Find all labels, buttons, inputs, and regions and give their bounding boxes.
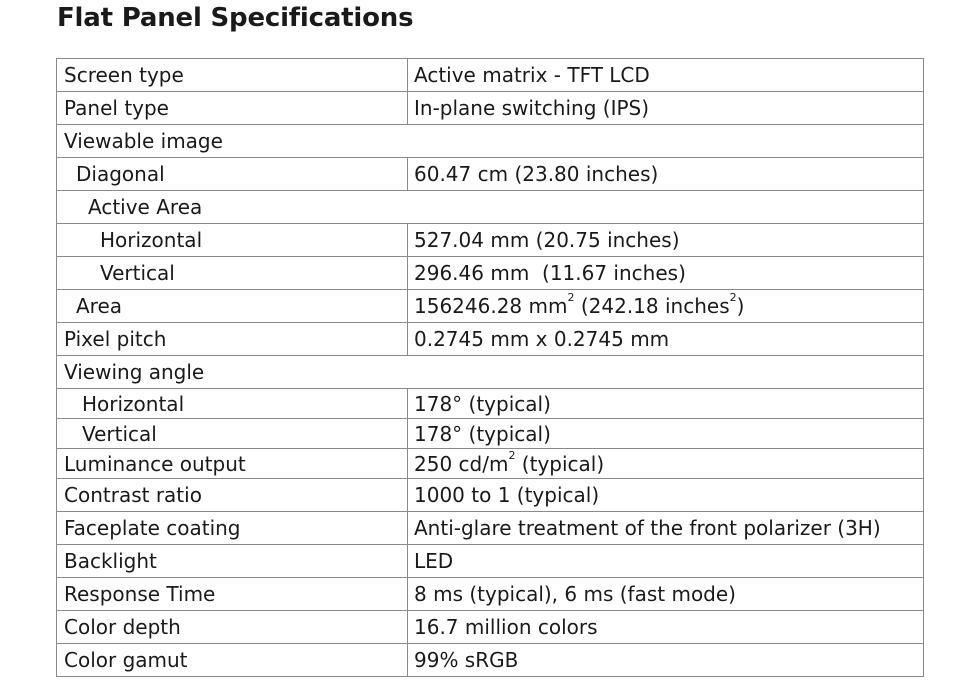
table-row: [57, 449, 924, 479]
value-part: 156246.28 mm: [414, 294, 568, 318]
spec-table: [56, 58, 924, 677]
value-part: ): [736, 294, 745, 318]
spec-label: Backlight: [57, 545, 408, 578]
superscript: 2: [508, 448, 516, 462]
table-row: [57, 512, 924, 545]
value-part: (typical): [515, 451, 605, 476]
table-row: [57, 644, 924, 677]
spec-value: Active matrix - TFT LCD: [408, 59, 924, 92]
spec-label: Color gamut: [57, 644, 408, 677]
table-row: [57, 578, 924, 611]
table-row: [57, 545, 924, 578]
page-title: Flat Panel Specifications: [57, 3, 414, 33]
spec-value: 8 ms (typical), 6 ms (fast mode): [408, 578, 924, 611]
spec-label: Area: [57, 290, 408, 323]
spec-value: 1000 to 1 (typical): [408, 479, 924, 512]
spec-label: Panel type: [57, 92, 408, 125]
spec-section-label: Active Area: [57, 191, 924, 224]
spec-label: Color depth: [57, 611, 408, 644]
table-row: [57, 356, 924, 389]
spec-label: Luminance output: [57, 449, 408, 479]
superscript: 2: [729, 291, 737, 304]
table-row: [57, 389, 924, 419]
spec-section-label: Viewable image: [57, 125, 924, 158]
table-row: [57, 125, 924, 158]
value-part: 250 cd/m: [414, 451, 509, 476]
spec-label: Diagonal: [57, 158, 408, 191]
table-row: [57, 224, 924, 257]
table-row: [57, 257, 924, 290]
spec-value: 16.7 million colors: [408, 611, 924, 644]
table-row: [57, 158, 924, 191]
spec-value: 0.2745 mm x 0.2745 mm: [408, 323, 924, 356]
spec-value: [408, 449, 924, 479]
table-row: [57, 419, 924, 449]
spec-label: Screen type: [57, 59, 408, 92]
spec-value: Anti-glare treatment of the front polarizer (3H): [408, 512, 924, 545]
spec-value: 178° (typical): [408, 389, 924, 419]
spec-label: Vertical: [57, 257, 408, 290]
spec-value: LED: [408, 545, 924, 578]
spec-label: Contrast ratio: [57, 479, 408, 512]
spec-value: In-plane switching (IPS): [408, 92, 924, 125]
spec-value: 527.04 mm (20.75 inches): [408, 224, 924, 257]
table-row: [57, 59, 924, 92]
spec-label: Pixel pitch: [57, 323, 408, 356]
table-row: [57, 290, 924, 323]
spec-label: Horizontal: [57, 224, 408, 257]
table-row: [57, 323, 924, 356]
spec-value: 60.47 cm (23.80 inches): [408, 158, 924, 191]
spec-label: Vertical: [57, 419, 408, 449]
table-row: [57, 191, 924, 224]
superscript: 2: [567, 291, 575, 304]
spec-label: Horizontal: [57, 389, 408, 419]
table-row: [57, 611, 924, 644]
table-row: [57, 479, 924, 512]
spec-value: 296.46 mm (11.67 inches): [408, 257, 924, 290]
spec-value: [408, 290, 924, 323]
spec-value: 99% sRGB: [408, 644, 924, 677]
spec-section-label: Viewing angle: [57, 356, 924, 389]
spec-value: 178° (typical): [408, 419, 924, 449]
table-row: [57, 92, 924, 125]
spec-label: Faceplate coating: [57, 512, 408, 545]
spec-label: Response Time: [57, 578, 408, 611]
value-part: (242.18 inches: [574, 294, 730, 318]
